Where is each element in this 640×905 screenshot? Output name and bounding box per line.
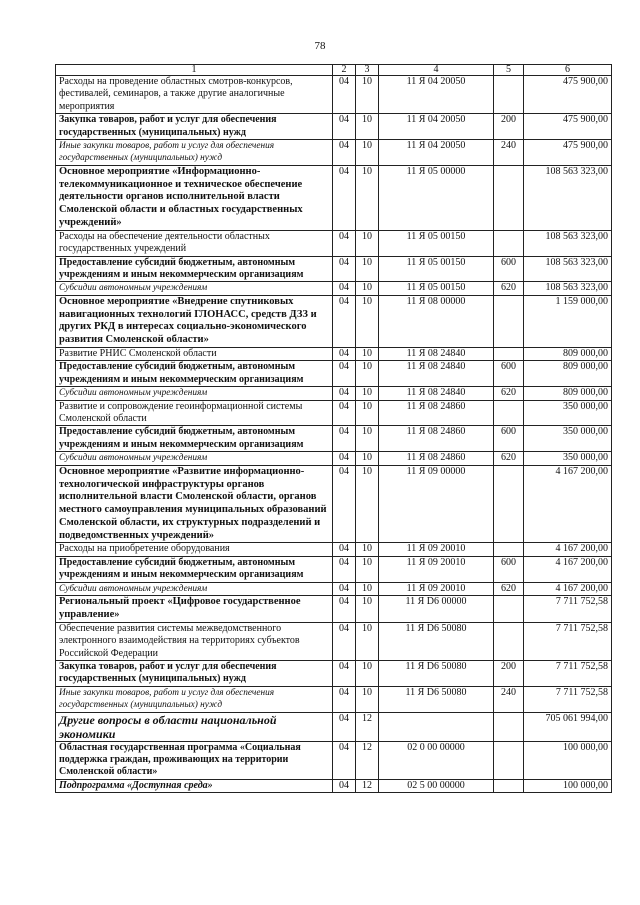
table-row xyxy=(56,282,612,295)
cell-section: 04 xyxy=(333,282,356,295)
cell-target-code: 11 Я 08 00000 xyxy=(379,295,494,347)
cell-expense-name: Областная государственная программа «Социальная поддержка граждан, проживающих на территории Смоленской области» xyxy=(56,741,333,779)
table-row xyxy=(56,140,612,166)
column-header: 4 xyxy=(379,65,494,76)
cell-amount: 108 563 323,00 xyxy=(524,256,612,282)
table-row xyxy=(56,660,612,686)
cell-expense-type xyxy=(494,741,524,779)
cell-expense-type xyxy=(494,400,524,426)
cell-amount: 7 711 752,58 xyxy=(524,622,612,660)
table-row xyxy=(56,295,612,347)
cell-target-code: 11 Я 05 00000 xyxy=(379,165,494,230)
cell-expense-type: 600 xyxy=(494,361,524,387)
cell-subsection: 12 xyxy=(356,779,379,792)
cell-amount: 4 167 200,00 xyxy=(524,465,612,543)
cell-expense-name: Основное мероприятие «Внедрение спутниковых навигационных технологий ГЛОНАСС, средств ДЗЗ и других РКД в интересах социально-экономического развития Смоленской области» xyxy=(56,295,333,347)
column-header: 5 xyxy=(494,65,524,76)
cell-subsection: 10 xyxy=(356,282,379,295)
cell-expense-name: Развитие РНИС Смоленской области xyxy=(56,348,333,361)
cell-subsection: 12 xyxy=(356,712,379,741)
cell-amount: 4 167 200,00 xyxy=(524,556,612,582)
table-row xyxy=(56,348,612,361)
cell-expense-name: Подпрограмма «Доступная среда» xyxy=(56,779,333,792)
cell-expense-name: Расходы на обеспечение деятельности областных государственных учреждений xyxy=(56,230,333,256)
cell-section: 04 xyxy=(333,779,356,792)
cell-amount: 7 711 752,58 xyxy=(524,596,612,623)
cell-expense-type xyxy=(494,543,524,556)
cell-subsection: 10 xyxy=(356,582,379,595)
cell-amount: 1 159 000,00 xyxy=(524,295,612,347)
cell-target-code: 11 Я 04 20050 xyxy=(379,114,494,140)
cell-subsection: 10 xyxy=(356,543,379,556)
cell-expense-type: 620 xyxy=(494,452,524,465)
cell-expense-type xyxy=(494,622,524,660)
table-row xyxy=(56,779,612,792)
cell-section: 04 xyxy=(333,256,356,282)
cell-amount: 350 000,00 xyxy=(524,452,612,465)
cell-section: 04 xyxy=(333,114,356,140)
cell-subsection: 10 xyxy=(356,76,379,114)
table-row xyxy=(56,582,612,595)
cell-expense-name: Иные закупки товаров, работ и услуг для обеспечения государственных (муниципальных) нужд xyxy=(56,140,333,166)
cell-section: 04 xyxy=(333,140,356,166)
cell-amount: 108 563 323,00 xyxy=(524,230,612,256)
cell-section: 04 xyxy=(333,543,356,556)
cell-subsection: 10 xyxy=(356,256,379,282)
cell-section: 04 xyxy=(333,452,356,465)
cell-expense-type: 240 xyxy=(494,140,524,166)
cell-target-code: 11 Я 04 20050 xyxy=(379,76,494,114)
table-body xyxy=(56,76,612,793)
cell-subsection: 10 xyxy=(356,556,379,582)
cell-amount: 100 000,00 xyxy=(524,779,612,792)
cell-target-code: 11 Я 04 20050 xyxy=(379,140,494,166)
table-row xyxy=(56,361,612,387)
cell-section: 04 xyxy=(333,165,356,230)
cell-section: 04 xyxy=(333,686,356,712)
cell-expense-name: Иные закупки товаров, работ и услуг для обеспечения государственных (муниципальных) нужд xyxy=(56,686,333,712)
table-row xyxy=(56,426,612,452)
cell-expense-name: Основное мероприятие «Информационно-телекоммуникационное и техническое обеспечение деятельности органов исполнительной власти Смоленской области и областных государственных учреждений» xyxy=(56,165,333,230)
cell-expense-name: Основное мероприятие «Развитие информационно-технологической инфраструктуры органов исполнительной власти Смоленской области, органов местного самоуправления муниципальных образований Смоленской области, их структурных подразделений и подведомственных учреждений» xyxy=(56,465,333,543)
cell-target-code: 11 Я D6 50080 xyxy=(379,686,494,712)
cell-expense-type xyxy=(494,465,524,543)
cell-amount: 809 000,00 xyxy=(524,361,612,387)
cell-subsection: 10 xyxy=(356,465,379,543)
cell-section: 04 xyxy=(333,295,356,347)
cell-amount: 475 900,00 xyxy=(524,76,612,114)
cell-expense-name: Субсидии автономным учреждениям xyxy=(56,582,333,595)
cell-amount: 475 900,00 xyxy=(524,140,612,166)
cell-target-code: 11 Я 05 00150 xyxy=(379,230,494,256)
cell-expense-name: Обеспечение развития системы межведомственного электронного взаимодействия на территориях субъектов Российской Федерации xyxy=(56,622,333,660)
cell-section: 04 xyxy=(333,660,356,686)
cell-expense-name: Предоставление субсидий бюджетным, автономным учреждениям и иным некоммерческим организациям xyxy=(56,556,333,582)
cell-expense-type xyxy=(494,596,524,623)
page-number: 78 xyxy=(314,40,326,52)
cell-amount: 809 000,00 xyxy=(524,387,612,400)
cell-section: 04 xyxy=(333,596,356,623)
cell-target-code: 11 Я 08 24840 xyxy=(379,361,494,387)
cell-subsection: 10 xyxy=(356,660,379,686)
cell-expense-type: 600 xyxy=(494,426,524,452)
table-row xyxy=(56,712,612,741)
table-row xyxy=(56,686,612,712)
table-row xyxy=(56,400,612,426)
budget-table xyxy=(55,64,612,793)
cell-expense-name: Региональный проект «Цифровое государственное управление» xyxy=(56,596,333,623)
table-header-row xyxy=(56,65,612,76)
cell-expense-name: Закупка товаров, работ и услуг для обеспечения государственных (муниципальных) нужд xyxy=(56,660,333,686)
table-row xyxy=(56,76,612,114)
cell-section: 04 xyxy=(333,230,356,256)
cell-expense-type xyxy=(494,348,524,361)
cell-section: 04 xyxy=(333,426,356,452)
cell-expense-type: 240 xyxy=(494,686,524,712)
cell-section: 04 xyxy=(333,400,356,426)
cell-subsection: 10 xyxy=(356,387,379,400)
cell-amount: 475 900,00 xyxy=(524,114,612,140)
cell-subsection: 10 xyxy=(356,622,379,660)
table-row xyxy=(56,465,612,543)
cell-subsection: 10 xyxy=(356,114,379,140)
cell-expense-type xyxy=(494,295,524,347)
cell-section: 04 xyxy=(333,556,356,582)
table-row xyxy=(56,256,612,282)
cell-expense-type: 620 xyxy=(494,582,524,595)
cell-expense-type xyxy=(494,230,524,256)
cell-target-code: 11 Я 09 20010 xyxy=(379,556,494,582)
cell-subsection: 10 xyxy=(356,596,379,623)
cell-subsection: 10 xyxy=(356,140,379,166)
cell-target-code: 02 5 00 00000 xyxy=(379,779,494,792)
cell-target-code: 11 Я 08 24860 xyxy=(379,452,494,465)
cell-target-code: 11 Я 08 24840 xyxy=(379,348,494,361)
cell-expense-type: 200 xyxy=(494,114,524,140)
cell-expense-name: Субсидии автономным учреждениям xyxy=(56,282,333,295)
cell-expense-type xyxy=(494,712,524,741)
table-row xyxy=(56,230,612,256)
cell-amount: 705 061 994,00 xyxy=(524,712,612,741)
cell-amount: 7 711 752,58 xyxy=(524,660,612,686)
cell-subsection: 10 xyxy=(356,230,379,256)
table-row xyxy=(56,387,612,400)
cell-target-code: 11 Я 08 24860 xyxy=(379,400,494,426)
cell-section: 04 xyxy=(333,465,356,543)
cell-section: 04 xyxy=(333,741,356,779)
cell-expense-type xyxy=(494,76,524,114)
cell-subsection: 10 xyxy=(356,295,379,347)
cell-subsection: 12 xyxy=(356,741,379,779)
cell-expense-name: Закупка товаров, работ и услуг для обеспечения государственных (муниципальных) нужд xyxy=(56,114,333,140)
cell-expense-name: Предоставление субсидий бюджетным, автономным учреждениям и иным некоммерческим организациям xyxy=(56,256,333,282)
cell-expense-type: 600 xyxy=(494,256,524,282)
cell-subsection: 10 xyxy=(356,348,379,361)
cell-target-code: 11 Я D6 00000 xyxy=(379,596,494,623)
cell-subsection: 10 xyxy=(356,400,379,426)
cell-amount: 809 000,00 xyxy=(524,348,612,361)
cell-subsection: 10 xyxy=(356,426,379,452)
cell-expense-name: Развитие и сопровождение геоинформационной системы Смоленской области xyxy=(56,400,333,426)
cell-amount: 100 000,00 xyxy=(524,741,612,779)
cell-subsection: 10 xyxy=(356,686,379,712)
cell-amount: 350 000,00 xyxy=(524,400,612,426)
column-header: 1 xyxy=(56,65,333,76)
cell-target-code: 11 Я 08 24860 xyxy=(379,426,494,452)
table-row xyxy=(56,622,612,660)
cell-subsection: 10 xyxy=(356,361,379,387)
column-header: 6 xyxy=(524,65,612,76)
cell-expense-type: 620 xyxy=(494,282,524,295)
cell-expense-name: Другие вопросы в области национальной экономики xyxy=(56,712,333,741)
table-row xyxy=(56,165,612,230)
column-header: 3 xyxy=(356,65,379,76)
cell-expense-name: Субсидии автономным учреждениям xyxy=(56,452,333,465)
cell-expense-type: 620 xyxy=(494,387,524,400)
cell-section: 04 xyxy=(333,348,356,361)
table-row xyxy=(56,543,612,556)
cell-target-code: 11 Я 05 00150 xyxy=(379,256,494,282)
cell-target-code: 11 Я 09 00000 xyxy=(379,465,494,543)
cell-target-code: 11 Я D6 50080 xyxy=(379,622,494,660)
cell-section: 04 xyxy=(333,582,356,595)
cell-expense-name: Предоставление субсидий бюджетным, автономным учреждениям и иным некоммерческим организациям xyxy=(56,361,333,387)
cell-target-code: 11 Я D6 50080 xyxy=(379,660,494,686)
table-row xyxy=(56,596,612,623)
cell-amount: 108 563 323,00 xyxy=(524,165,612,230)
cell-subsection: 10 xyxy=(356,452,379,465)
cell-amount: 4 167 200,00 xyxy=(524,582,612,595)
table-row xyxy=(56,556,612,582)
cell-target-code: 11 Я 05 00150 xyxy=(379,282,494,295)
table-row xyxy=(56,452,612,465)
table-row xyxy=(56,114,612,140)
cell-expense-name: Расходы на проведение областных смотров-конкурсов, фестивалей, семинаров, а также другие аналогичные мероприятия xyxy=(56,76,333,114)
cell-amount: 108 563 323,00 xyxy=(524,282,612,295)
cell-expense-name: Предоставление субсидий бюджетным, автономным учреждениям и иным некоммерческим организациям xyxy=(56,426,333,452)
cell-amount: 4 167 200,00 xyxy=(524,543,612,556)
cell-section: 04 xyxy=(333,712,356,741)
cell-expense-name: Расходы на приобретение оборудования xyxy=(56,543,333,556)
cell-section: 04 xyxy=(333,361,356,387)
table-row xyxy=(56,741,612,779)
cell-amount: 350 000,00 xyxy=(524,426,612,452)
cell-target-code: 11 Я 09 20010 xyxy=(379,543,494,556)
cell-target-code: 02 0 00 00000 xyxy=(379,741,494,779)
column-header: 2 xyxy=(333,65,356,76)
cell-target-code: 11 Я 09 20010 xyxy=(379,582,494,595)
cell-section: 04 xyxy=(333,622,356,660)
cell-expense-type: 200 xyxy=(494,660,524,686)
cell-expense-type xyxy=(494,779,524,792)
cell-section: 04 xyxy=(333,387,356,400)
cell-expense-name: Субсидии автономным учреждениям xyxy=(56,387,333,400)
cell-section: 04 xyxy=(333,76,356,114)
cell-amount: 7 711 752,58 xyxy=(524,686,612,712)
cell-expense-type: 600 xyxy=(494,556,524,582)
cell-target-code xyxy=(379,712,494,741)
cell-subsection: 10 xyxy=(356,165,379,230)
cell-target-code: 11 Я 08 24840 xyxy=(379,387,494,400)
cell-expense-type xyxy=(494,165,524,230)
